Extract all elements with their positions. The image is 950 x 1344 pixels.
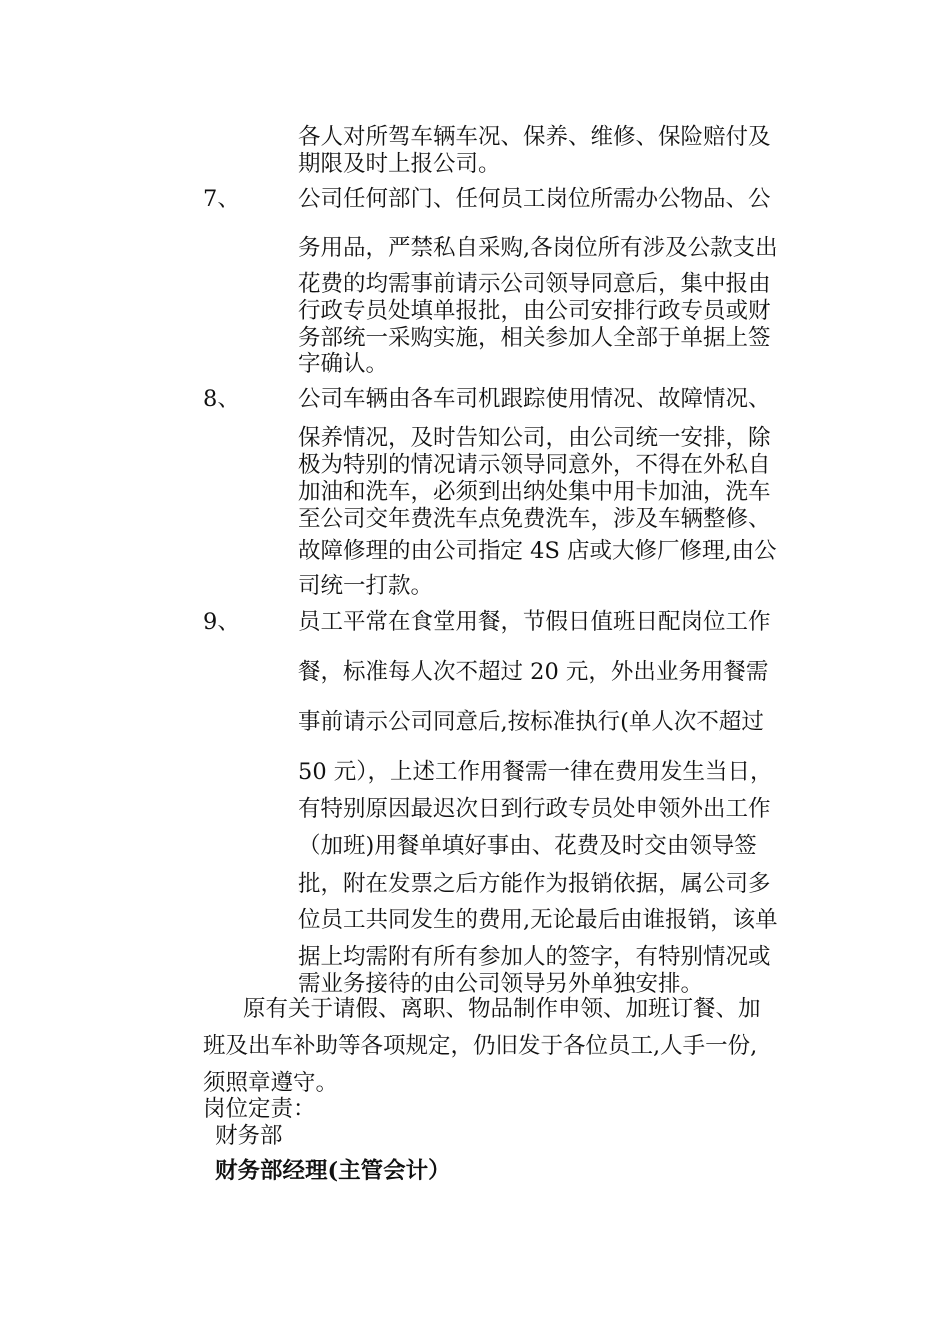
item-9-line: 需业务接待的由公司领导另外单独安排。: [298, 971, 704, 997]
position-heading: 财务部经理(主管会计）: [215, 1158, 451, 1184]
closing-paragraph-line: 须照章遵守。: [203, 1070, 339, 1096]
item-7-line: 公司任何部门、任何员工岗位所需办公物品、公: [298, 186, 771, 212]
item-9-line: 位员工共同发生的费用,无论最后由谁报销，该单: [298, 907, 778, 933]
item-6-line: 各人对所驾车辆车况、保养、维修、保险赔付及: [298, 124, 771, 150]
item-8-line: 保养情况，及时告知公司，由公司统一安排，除: [298, 425, 771, 451]
item-8-line: 至公司交年费洗车点免费洗车，涉及车辆整修、: [298, 506, 771, 532]
item-8-line: 极为特别的情况请示领导同意外，不得在外私自: [298, 452, 771, 478]
item-8-number: 8、: [203, 386, 240, 412]
item-9-line: 据上均需附有所有参加人的签字，有特别情况或: [298, 944, 771, 970]
item-8-line: 公司车辆由各车司机跟踪使用情况、故障情况、: [298, 386, 771, 412]
item-9-line: 有特别原因最迟次日到行政专员处申领外出工作: [298, 796, 771, 822]
item-7-line: 字确认。: [298, 351, 389, 377]
item-7-line: 务用品，严禁私自采购,各岗位所有涉及公款支出: [298, 235, 778, 261]
item-7-line: 花费的均需事前请示公司领导同意后，集中报由: [298, 271, 771, 297]
item-9-line: （加班)用餐单填好事由、花费及时交由领导签: [298, 833, 757, 859]
item-9-line: 员工平常在食堂用餐，节假日值班日配岗位工作: [298, 609, 771, 635]
item-9-line: 批，附在发票之后方能作为报销依据，属公司多: [298, 871, 771, 897]
item-7-number: 7、: [203, 186, 240, 212]
department-label: 财务部: [215, 1123, 283, 1149]
item-9-line: 50 元），上述工作用餐需一律在费用发生当日，: [298, 759, 773, 785]
item-7-line: 行政专员处填单报批，由公司安排行政专员或财: [298, 298, 771, 324]
item-9-number: 9、: [203, 609, 240, 635]
item-8-line: 故障修理的由公司指定 4S 店或大修厂修理,由公: [298, 538, 777, 564]
item-8-line: 司统一打款。: [298, 573, 434, 599]
item-9-line: 事前请示公司同意后,按标准执行(单人次不超过: [298, 709, 764, 735]
closing-paragraph-line: 班及出车补助等各项规定，仍旧发于各位员工,人手一份,: [203, 1033, 758, 1059]
closing-paragraph-line: 原有关于请假、离职、物品制作申领、加班订餐、加: [243, 996, 761, 1022]
item-7-line: 务部统一采购实施，相关参加人全部于单据上签: [298, 325, 771, 351]
section-label: 岗位定责：: [203, 1096, 316, 1122]
item-6-line: 期限及时上报公司。: [298, 151, 501, 177]
item-8-line: 加油和洗车，必须到出纳处集中用卡加油，洗车: [298, 479, 771, 505]
item-9-line: 餐，标准每人次不超过 20 元，外出业务用餐需: [298, 659, 769, 685]
